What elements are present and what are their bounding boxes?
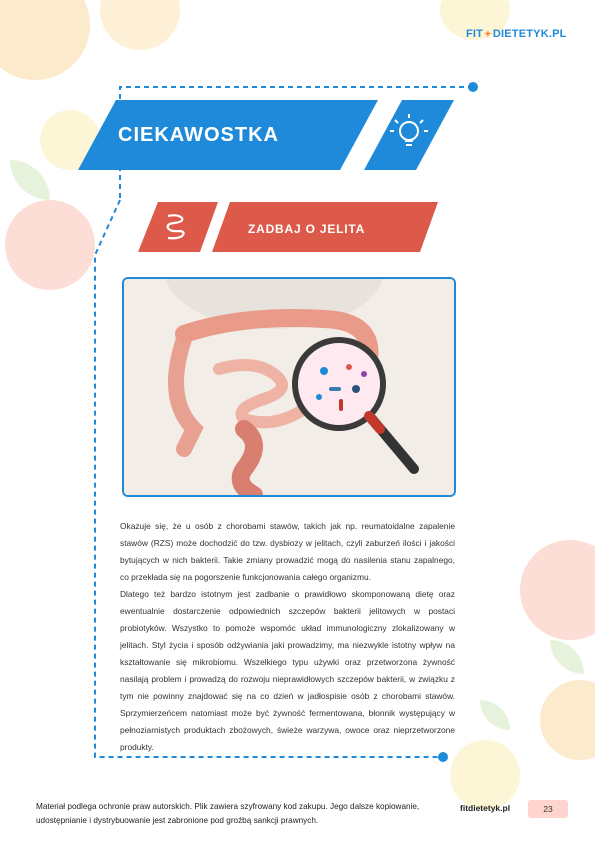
brand-fit: FIT <box>466 28 484 40</box>
paragraph-1: Okazuje się, że u osób z chorobami stawów, takich jak np. reumatoidalne zapalenie stawów (RZS) może dochodzić do tzw. dysbiozy w jelitach, czyli zaburzeń ilości i jakości bytujących w nich bakterii. Takie zmiany prowadzić mogą do nasilenia stanu zapalnego, co przekłada się na pogorszenie funkcjonowania całego organizmu. <box>120 521 455 582</box>
banner-title: CIEKAWOSTKA <box>118 124 279 146</box>
brand-dietetyk: DIETETYK.PL <box>492 28 567 40</box>
zadbaj-banner <box>138 202 438 252</box>
lightbulb-icon <box>364 100 454 170</box>
sub-banner-title: ZADBAJ O JELITA <box>248 222 366 236</box>
copyright-note: Materiał podlega ochronie praw autorskich. Plik zawiera szyfrowany kod zakupu. Jego dalsze kopiowanie, udostępnianie i dystrybuowanie jest zabronione pod groźbą sankcji prawnych. <box>36 802 420 825</box>
page-number: 23 <box>528 800 568 818</box>
brand-runner-icon: ✦ <box>484 28 492 39</box>
article-body <box>120 518 455 756</box>
intestine-illustration <box>122 277 456 497</box>
footer-site-link[interactable]: fitdietetyk.pl <box>460 803 511 813</box>
magnifier-bacteria-illustration <box>124 279 454 495</box>
brand-logo <box>466 28 567 40</box>
lightbulb-banner <box>364 100 454 170</box>
paragraph-2: Dlatego też bardzo istotnym jest zadbanie o prawidłowo skomponowaną dietę oraz ewentualnie dostarczenie odpowiednich szczepów bakterii jelitowych w postaci probiotyków. Wszystko to pomoże wspomóc układ immunologiczny zlokalizowany w jelitach. Styl życia i sposób odżywiania jaki prowadzimy, ma niezwykle istotny wpływ na kształtowanie się mikrobiomu. Wszelkiego typu używki oraz przetworzona żywność nasilają problem i prowadzą do rozwoju nieprawidłowych szczepów bakterii, w związku z tym nie powinny znajdować się na co dzień w jadłospisie osób z chorobami stawów. Sprzymierzeńcem natomiast może być żywność fermentowana, błonnik występujący w pełnoziarnistych produktach zbożowych, świeże warzywa, owoce oraz nieprzetworzone produkty. <box>120 589 455 752</box>
connector-dot <box>468 82 478 92</box>
ciekawostka-banner <box>78 100 378 170</box>
